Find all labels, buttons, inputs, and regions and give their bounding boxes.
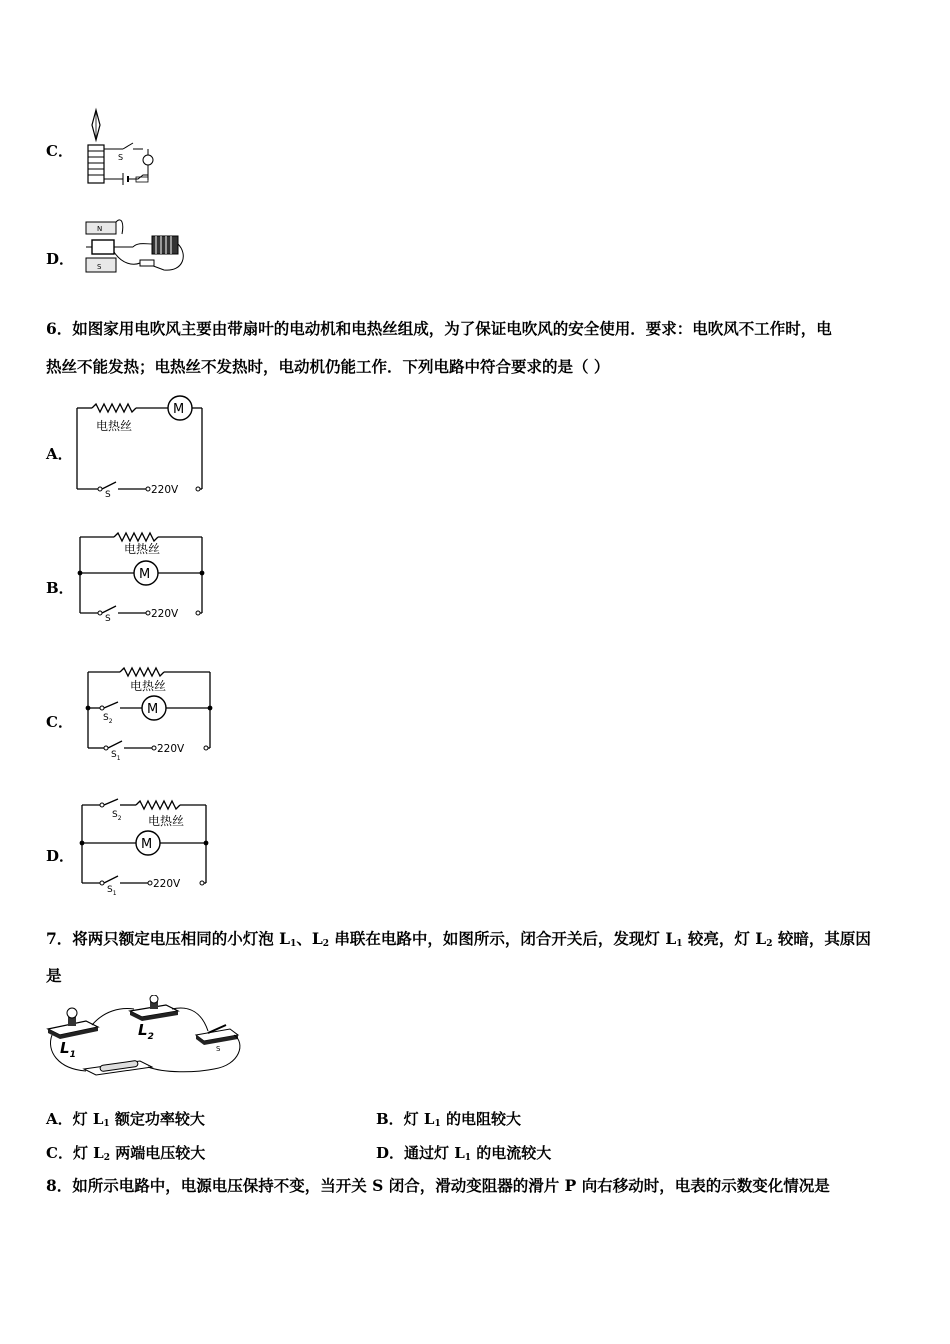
q6-option-b-label: B． [46,579,74,597]
q6-stem-line2: 热丝不能发热；电热丝不发热时，电动机仍能工作．下列电路中符合要求的是（ ） [46,357,610,376]
magnet-south-label: S [97,263,102,271]
source-label: 220V [153,878,181,890]
magnet-north-label: N [97,225,103,233]
q5-option-d-label: D． [46,250,75,268]
source-label: 220V [157,743,185,755]
motor-label: M [141,837,153,852]
heater-label: 电热丝 [130,679,167,693]
q7-circuit-figure [44,995,248,1080]
switch-s2-lever [104,799,118,805]
switch-s1-label: $S_1$ [107,885,117,897]
q6-option-d-label: D． [46,847,75,865]
switch-label: S [216,1045,221,1053]
q6-option-b-circuit [72,525,212,625]
heater-resistor [120,668,164,676]
q7-answer-b: B．灯 $L_1$ 的电阻较大 [376,1110,521,1129]
heater-resistor [136,801,180,809]
source-label: 220V [151,484,179,496]
switch-lever [102,606,116,613]
switch-label: S [105,490,111,498]
q5-option-c-label: C． [46,142,73,160]
switch-s2-lever [104,702,118,708]
meter-icon [143,155,153,165]
heater-label: 电热丝 [148,814,185,828]
heater-label: 电热丝 [124,542,161,556]
q7-answer-d: D．通过灯 $L_1$ 的电流较大 [376,1144,552,1163]
switch-s2-label: $S_2$ [103,713,113,725]
motor-label: M [147,702,159,717]
motor-label: M [139,567,151,582]
heater-resistor [114,533,158,541]
switch-s2-label: $S_2$ [112,810,122,822]
l2-label: $L_2$ [138,1021,154,1042]
q7-answer-c: C．灯 $L_2$ 两端电压较大 [46,1144,206,1163]
q6-option-d-circuit [74,793,214,898]
heater-resistor [92,404,136,412]
switch-s1-lever [108,741,122,748]
switch-lever [102,482,116,489]
q6-stem-line1: 6．如图家用电吹风主要由带扇叶的电动机和电热丝组成，为了保证电吹风的安全使用．要求：电吹风不工作时，电 [46,319,832,338]
l1-label: $L_1$ [60,1039,76,1060]
q7-stem-line2: 是 [46,966,62,985]
q6-option-a-label: A． [46,445,73,463]
q6-option-a-circuit [72,393,212,498]
q6-option-c-label: C． [46,713,73,731]
q7-stem-line1: 7．将两只额定电压相同的小灯泡 $L_1$、$L_2$ 串联在电路中，如图所示，闭合开关后，发现灯 $L_1$ 较亮，灯 $L_2$ 较暗，其原因 [46,929,871,949]
switch-label: S [105,614,111,624]
switch-s1-label: $S_1$ [111,750,121,762]
switch-label: S [118,153,124,162]
switch-icon [140,260,154,266]
q6-option-c-circuit [78,660,218,765]
lightbulb-icon [67,1008,77,1018]
switch-s1-lever [104,876,118,883]
coil [92,240,114,254]
source-label: 220V [151,608,179,620]
q5-option-c-figure [78,105,160,187]
q8-stem: 8．如所示电路中，电源电压保持不变，当开关 S 闭合，滑动变阻器的滑片 P 向右移动时，电表的示数变化情况是 [46,1176,830,1195]
heater-label: 电热丝 [96,419,133,433]
motor-label: M [173,402,185,417]
q7-answer-a: A．灯 $L_1$ 额定功率较大 [46,1110,205,1129]
q5-option-d-figure [78,214,186,276]
lightbulb-icon [150,995,158,1003]
